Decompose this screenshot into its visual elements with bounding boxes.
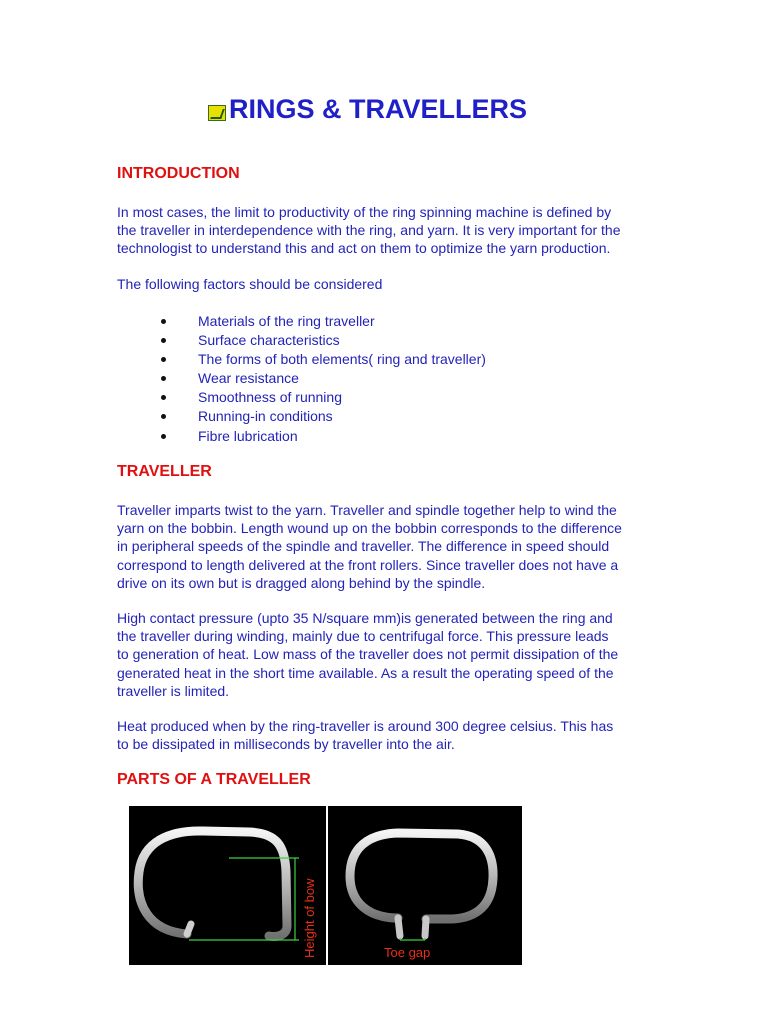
paragraph-line: correspond to length delivered at the front rollers. Since traveller does not have a: [117, 556, 619, 573]
bullet-icon: [161, 376, 166, 381]
paragraph-line: In most cases, the limit to productivity of the ring spinning machine is defined by: [117, 204, 612, 220]
introduction-heading: INTRODUCTION: [117, 165, 240, 182]
list-item: Smoothness of running: [117, 388, 677, 407]
bullet-icon: [161, 357, 166, 362]
list-item: The forms of both elements( ring and traveller): [117, 350, 677, 369]
traveller-bow-illustration: [129, 806, 326, 965]
height-of-bow-label: Height of bow: [302, 878, 317, 958]
paragraph-line: yarn on the bobbin. Length wound up on the bobbin corresponds to the difference: [117, 520, 622, 537]
paragraph-line: technologist to understand this and act on them to optimize the yarn production.: [117, 240, 611, 257]
traveller-paragraph-1: [117, 501, 677, 592]
list-item: Running-in conditions: [117, 407, 677, 426]
paragraph-line: to generation of heat. Low mass of the traveller does not permit dissipation of the: [117, 646, 619, 663]
traveller-paragraph-2: [117, 609, 677, 700]
bullet-arrow-icon: [208, 105, 226, 121]
paragraph-line: the traveller in interdependence with the ring, and yarn. It is very important for the: [117, 222, 621, 239]
list-item: Materials of the ring traveller: [117, 312, 677, 331]
paragraph-line: Traveller imparts twist to the yarn. Traveller and spindle together help to wind the: [117, 502, 617, 518]
traveller-toe-illustration: [328, 806, 522, 965]
bullet-icon: [161, 338, 166, 343]
traveller-heading: TRAVELLER: [117, 463, 212, 480]
page-title: [208, 94, 527, 125]
paragraph-line: generated heat in the short time available. As a result the operating speed of the: [117, 664, 614, 681]
toe-gap-label: Toe gap: [384, 945, 431, 960]
paragraph-line: Heat produced when by the ring-traveller is around 300 degree celsius. This has: [117, 718, 614, 734]
list-item: Surface characteristics: [117, 331, 677, 350]
height-of-bow-image: [129, 806, 326, 965]
paragraph-line: in peripheral speeds of the spindle and traveller. The difference in speed should: [117, 538, 610, 555]
traveller-parts-figure: [129, 806, 522, 965]
factors-list: [117, 312, 677, 446]
page-title-text: RINGS & TRAVELLERS: [229, 94, 528, 124]
paragraph-line: High contact pressure (upto 35 N/square mm)is generated between the ring and: [117, 610, 613, 626]
paragraph-line: the traveller during winding, mainly due to centrifugal force. This pressure leads: [117, 628, 609, 645]
bullet-icon: [161, 434, 166, 439]
parts-heading: PARTS OF A TRAVELLER: [117, 771, 311, 788]
toe-gap-image: [328, 806, 522, 965]
bullet-icon: [161, 414, 166, 419]
bullet-icon: [161, 319, 166, 324]
paragraph-line: drive on its own but is dragged along behind by the spindle.: [117, 574, 486, 591]
bullet-icon: [161, 395, 166, 400]
list-item: Wear resistance: [117, 369, 677, 388]
factors-intro: The following factors should be considered: [117, 276, 383, 292]
paragraph-line: traveller is limited.: [117, 682, 230, 699]
list-item: Fibre lubrication: [117, 427, 677, 446]
traveller-paragraph-3: [117, 717, 677, 753]
paragraph-line: to be dissipated in milliseconds by traveller into the air.: [117, 736, 455, 753]
introduction-paragraph: [117, 203, 677, 258]
